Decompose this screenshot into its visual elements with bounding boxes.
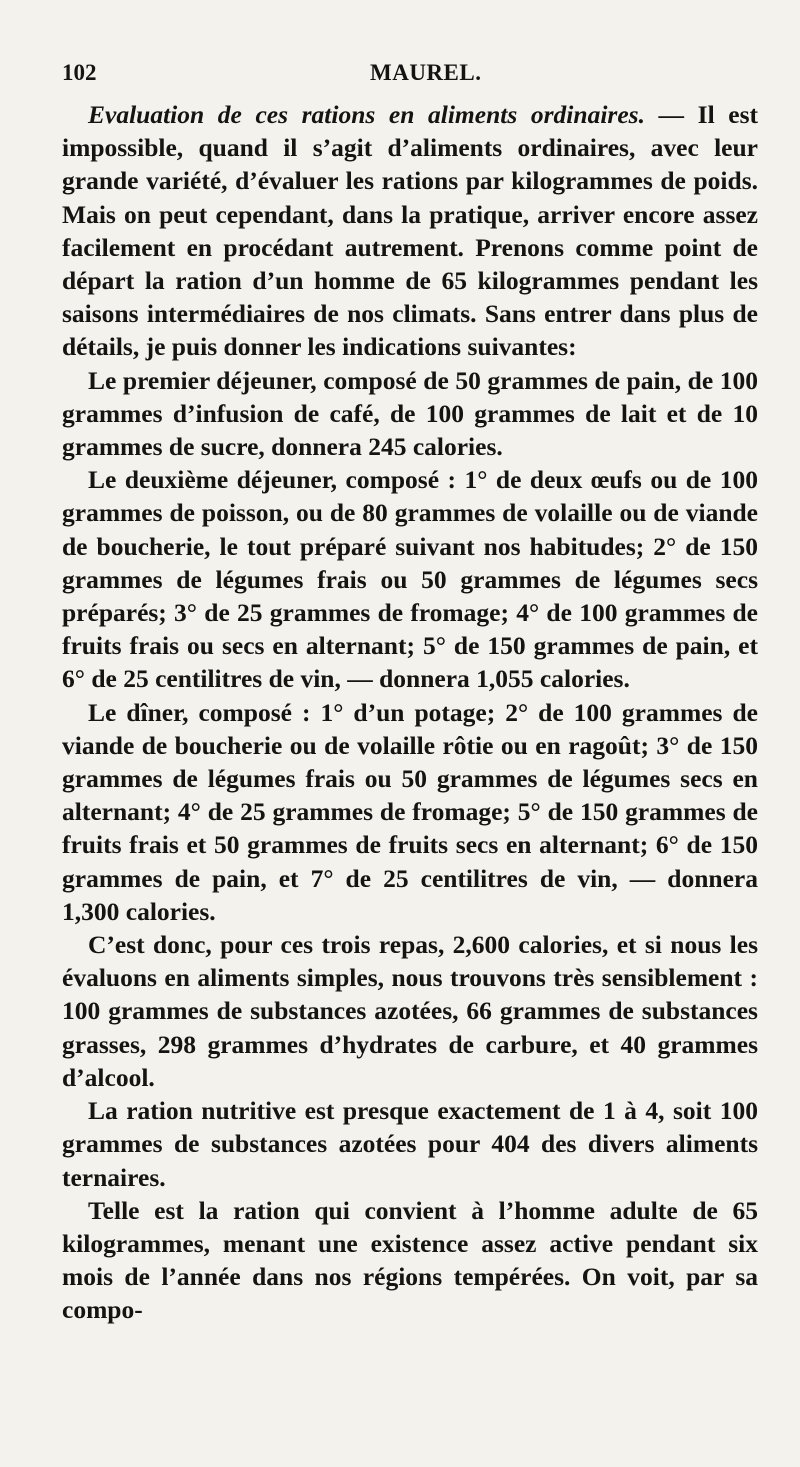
running-head: MAUREL. xyxy=(370,60,482,85)
paragraph-evaluation xyxy=(62,98,758,364)
paragraph-diner: Le dîner, composé : 1° d’un potage; 2° de 100 grammes de viande de boucherie ou de volaille rôtie ou en ragoût; 3° de 150 grammes de légumes frais ou 50 grammes de légumes secs en alternant; 4° de 25 grammes de fromage; 5° de 150 grammes de fruits frais et 50 grammes de fruits secs en alternant; 6° de 150 grammes de pain, et 7° de 25 centilitres de vin, — donnera 1,300 calories. xyxy=(62,697,758,926)
paragraph-text: — Il est impossible, quand il s’agit d’aliments ordinaires, avec leur grande variété, d’évaluer les rations par kilogrammes de poids. Mais on peut cependant, dans la pratique, arriver encore assez facilement en procédant autrement. Prenons comme point de départ la ration d’un homme de 65 kilogrammes pendant les saisons intermédiaires de nos climats. Sans entrer dans plus de détails, je puis donner les indications suivantes: xyxy=(62,100,758,362)
section-heading: Evaluation de ces rations en aliments ordinaires. xyxy=(88,100,645,129)
paragraph-total: C’est donc, pour ces trois repas, 2,600 calories, et si nous les évaluons en aliments simples, nous trouvons très sensiblement : 100 grammes de substances azotées, 66 grammes de substances grasses, 298 grammes d’hydrates de carbure, et 40 grammes d’alcool. xyxy=(62,930,758,1092)
paragraph-conclusion: Telle est la ration qui convient à l’homme adulte de 65 kilogrammes, menant une existence assez active pendant six mois de l’année dans nos régions tempérées. On voit, par sa compo- xyxy=(62,1195,758,1325)
paragraph-ration-nutritive: La ration nutritive est presque exactement de 1 à 4, soit 100 grammes de substances azotées pour 404 des divers aliments ternaires. xyxy=(62,1096,758,1192)
page-header xyxy=(62,56,760,96)
page-number: 102 xyxy=(62,60,97,85)
paragraph-deuxieme-dejeuner: Le deuxième déjeuner, composé : 1° de deux œufs ou de 100 grammes de poisson, ou de 80 grammes de volaille ou de viande de boucherie, le tout préparé suivant nos habitudes; 2° de 150 grammes de légumes frais ou 50 grammes de légumes secs préparés; 3° de 25 grammes de fromage; 4° de 100 grammes de fruits frais ou secs en alternant; 5° de 150 grammes de pain, et 6° de 25 centilitres de vin, — donnera 1,055 calories. xyxy=(62,465,758,694)
paragraph-premier-dejeuner: Le premier déjeuner, composé de 50 grammes de pain, de 100 grammes d’infusion de café, de 100 grammes de lait et de 10 grammes de sucre, donnera 245 calories. xyxy=(62,365,758,462)
body-text xyxy=(62,98,758,1327)
